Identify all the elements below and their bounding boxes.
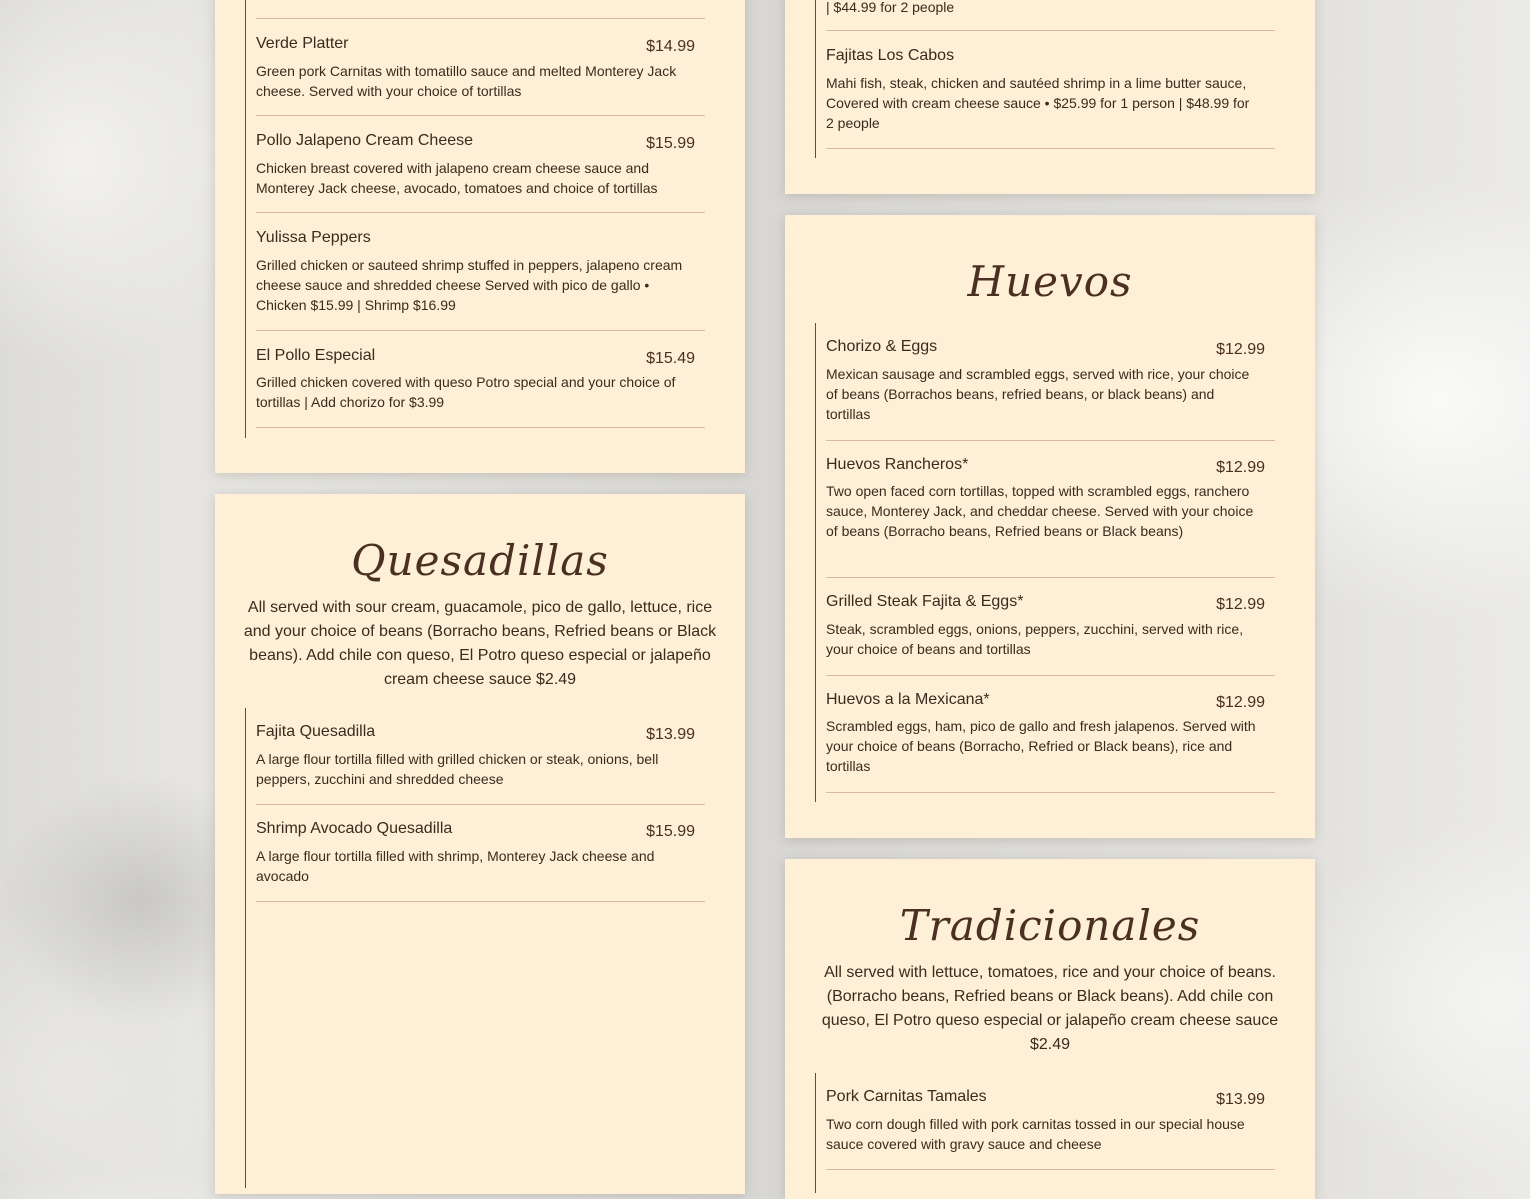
item-description: Two open faced corn tortillas, topped with scrambled eggs, ranchero sauce, Monterey Jack, and cheddar cheese. Served with your choice of beans (Borracho beans, Refried beans or Black beans)	[826, 483, 1254, 539]
item-name: El Pollo Especial	[256, 347, 376, 364]
fajitas-panel	[785, 0, 1315, 194]
item-description: Mexican sausage and scrambled eggs, served with rice, your choice of beans (Borrachos beans, refried beans, or black beans) and tortillas	[826, 366, 1250, 422]
item-price: $12.99	[1216, 459, 1265, 476]
item-description: | $44.99 for 2 people	[826, 0, 955, 15]
item-description: A large flour tortilla filled with grilled chicken or steak, onions, bell peppers, zucchini and shredded cheese	[256, 751, 659, 787]
huevos-panel	[785, 215, 1315, 838]
item-description: Chicken breast covered with jalapeno cream cheese sauce and Monterey Jack cheese, avocado, tomatoes and choice of tortillas	[256, 160, 658, 196]
item-description: Mahi fish, steak, chicken and sautéed shrimp in a lime butter sauce, Covered with cream cheese sauce • $25.99 for 1 person | $48.99 for 2 people	[826, 75, 1250, 131]
item-price: $13.99	[1216, 1091, 1265, 1108]
menu-item	[256, 331, 705, 428]
item-price: $14.99	[646, 38, 695, 55]
item-description: Grilled chicken or sauteed shrimp stuffed in peppers, jalapeno cream cheese sauce and shredded cheese Served with pico de gallo • Chicken $15.99 | Shrimp $16.99	[256, 257, 683, 313]
menu-item	[826, 1073, 1275, 1170]
item-name: Huevos a la Mexicana*	[826, 691, 990, 708]
item-name: Pollo Jalapeno Cream Cheese	[256, 132, 474, 149]
item-price: $12.99	[1216, 596, 1265, 613]
tradicionales-item-list	[815, 1073, 1286, 1193]
section-title: Quesadillas	[351, 536, 609, 585]
item-description: A large flour tortilla filled with shrimp, Monterey Jack cheese and avocado	[256, 848, 655, 884]
section-intro: All served with lettuce, tomatoes, rice and your choice of beans. (Borracho beans, Refried beans or Black beans). Add chile con queso, El Potro queso especial or jalapeño cream cheese sauce $2.49	[821, 964, 1279, 1053]
menu-item	[826, 578, 1275, 676]
menu-item	[256, 116, 705, 213]
item-description: Two corn dough filled with pork carnitas tossed in our special house sauce covered with gravy sauce and cheese	[826, 1116, 1245, 1152]
section-title: Tradicionales	[899, 901, 1201, 950]
platters-item-list	[245, 0, 716, 438]
item-description: Green pork Carnitas with tomatillo sauce and melted Monterey Jack cheese. Served with your choice of tortillas	[256, 63, 677, 99]
item-description	[256, 0, 686, 2]
item-name: Pork Carnitas Tamales	[826, 1088, 987, 1105]
item-name: Shrimp Avocado Quesadilla	[256, 820, 453, 837]
item-description: Steak, scrambled eggs, onions, peppers, zucchini, served with rice, your choice of beans and tortillas	[826, 621, 1244, 657]
menu-item	[256, 19, 705, 116]
item-name: Huevos Rancheros*	[826, 456, 969, 473]
menu-item	[256, 805, 705, 902]
menu-item	[826, 441, 1275, 578]
menu-item	[826, 323, 1275, 441]
menu-item	[256, 213, 705, 331]
item-price: $15.99	[646, 135, 695, 152]
item-price: $13.99	[646, 726, 695, 743]
menu-item	[826, 676, 1275, 793]
menu-item	[826, 31, 1275, 149]
item-name: Grilled Steak Fajita & Eggs*	[826, 593, 1024, 610]
menu-item	[256, 708, 705, 805]
fajitas-item-list	[815, 0, 1286, 158]
item-name: Yulissa Peppers	[256, 229, 371, 246]
item-name: Fajitas Los Cabos	[826, 47, 955, 64]
quesadillas-panel	[215, 494, 745, 1194]
platters-panel	[215, 0, 745, 473]
menu-item-partial	[826, 0, 1275, 31]
item-name: Verde Platter	[256, 35, 349, 52]
section-intro: All served with sour cream, guacamole, pico de gallo, lettuce, rice and your choice of beans (Borracho beans, Refried beans or Black beans). Add chile con queso, El Potro queso especial or jalapeño cream cheese sauce $2.49	[243, 599, 717, 688]
item-name: Fajita Quesadilla	[256, 723, 376, 740]
item-price: $15.99	[646, 823, 695, 840]
item-price: $12.99	[1216, 341, 1265, 358]
item-price: $15.49	[646, 350, 695, 367]
item-price: $12.99	[1216, 694, 1265, 711]
quesadillas-item-list	[245, 708, 716, 1188]
menu-item-partial	[256, 0, 705, 19]
item-name: Chorizo & Eggs	[826, 338, 938, 355]
item-description: Scrambled eggs, ham, pico de gallo and fresh jalapenos. Served with your choice of beans (Borracho, Refried or Black beans), rice and tortillas	[826, 718, 1256, 774]
huevos-item-list	[815, 323, 1286, 802]
tradicionales-panel	[785, 859, 1315, 1199]
section-title: Huevos	[967, 257, 1133, 306]
item-description: Grilled chicken covered with queso Potro special and your choice of tortillas | Add chorizo for $3.99	[256, 374, 676, 410]
